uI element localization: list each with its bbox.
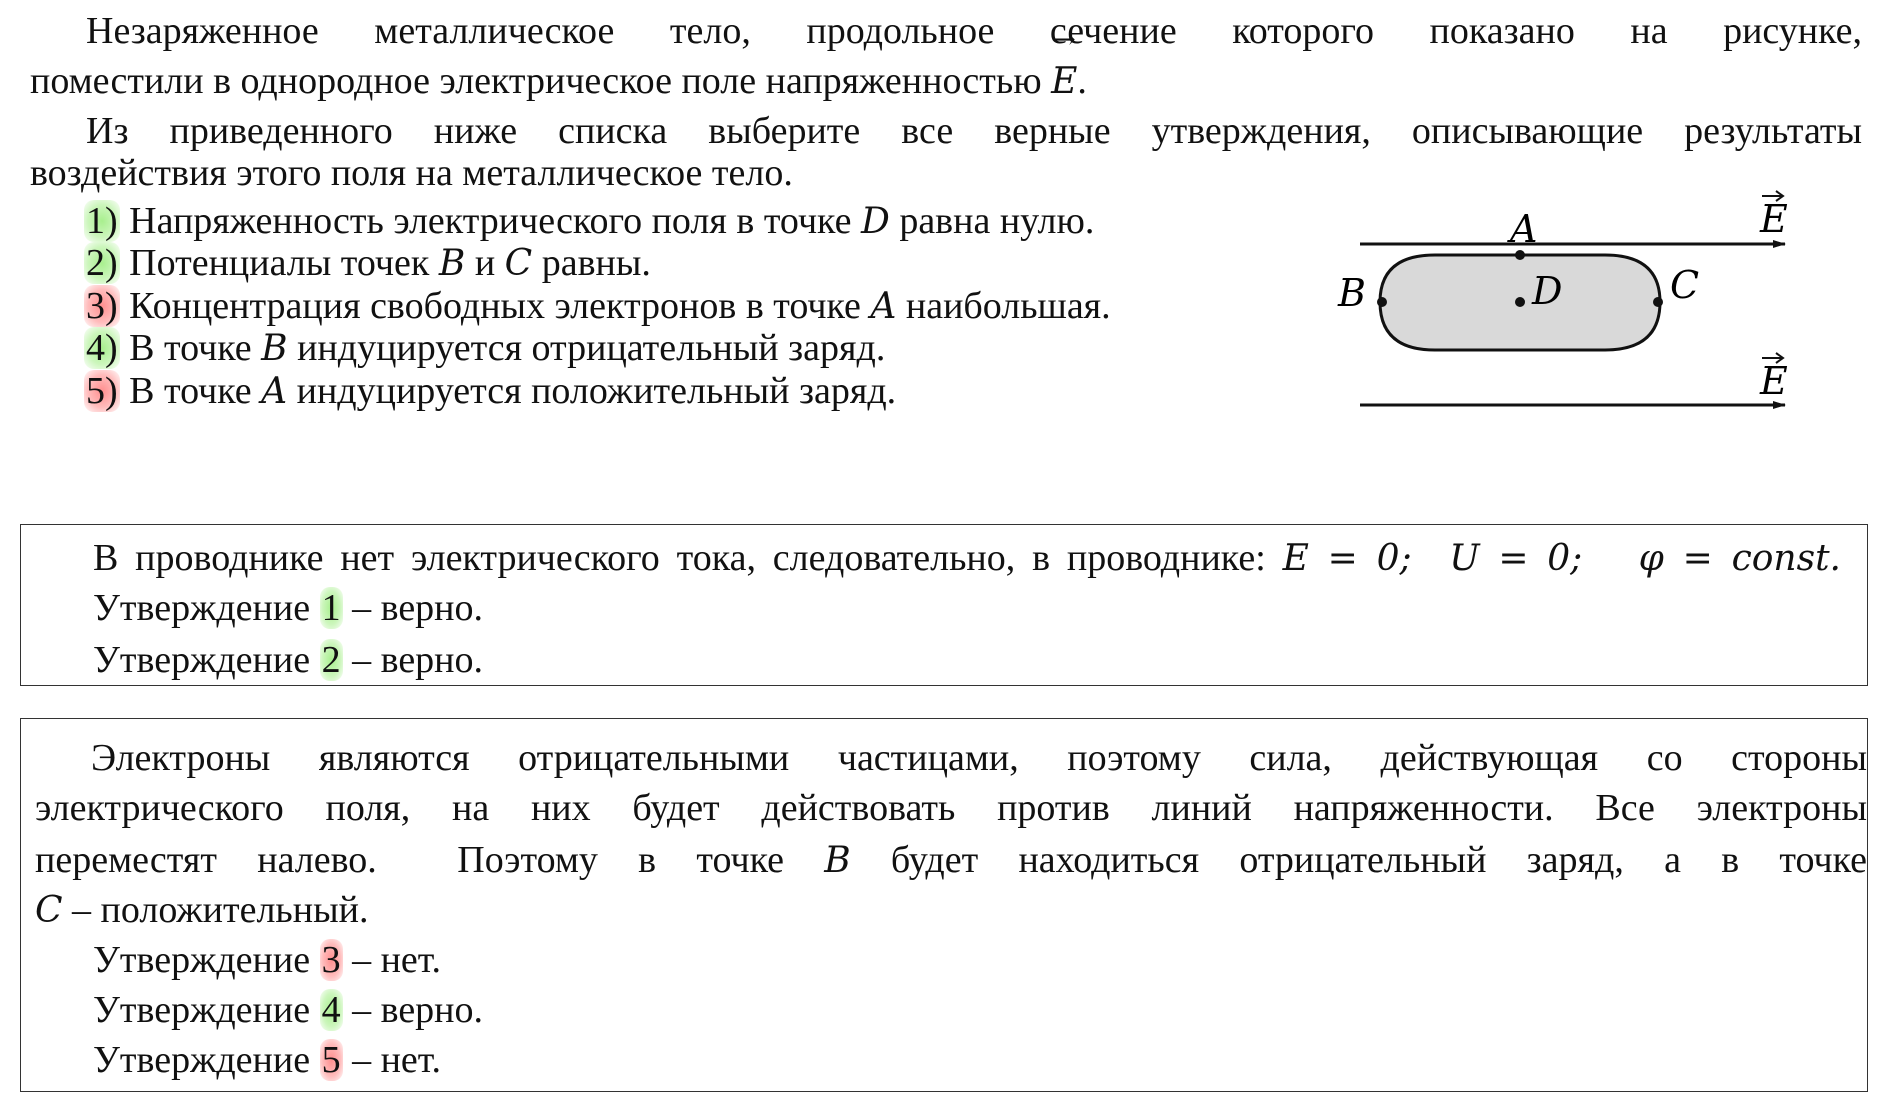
- point-a-label: A: [1510, 207, 1538, 251]
- option-2-number: 2): [86, 242, 118, 284]
- option-1-text-post: равна нулю.: [889, 200, 1095, 242]
- statement-4-prefix: Утверждение: [93, 989, 320, 1031]
- solution-box-2: [20, 718, 1868, 1092]
- option-4-text-pre: В точке: [129, 327, 262, 369]
- option-5: [84, 366, 896, 417]
- option-2-var-2: C: [504, 243, 533, 284]
- solution2-line-4: [35, 885, 1867, 936]
- statement-4-verdict: – верно.: [342, 989, 484, 1031]
- option-2-var-1: B: [438, 243, 466, 284]
- statement-1-prefix: Утверждение: [93, 587, 320, 629]
- intro-field-var: → E: [1051, 57, 1077, 107]
- point-d-label: D: [1532, 269, 1563, 313]
- statement-3-prefix: Утверждение: [93, 939, 320, 981]
- intro-end: .: [1077, 60, 1087, 102]
- intro-text-1: Незаряженное металлическое тело, продольное сечение которого показано на рисунке,: [86, 10, 1862, 52]
- statement-2-verdict: – верно.: [342, 639, 484, 681]
- task-text-2: воздействия этого поля на металлическое тело.: [30, 152, 793, 194]
- solution1-line-1: [93, 533, 1841, 584]
- point-b-dot: [1377, 297, 1387, 307]
- statement-5-prefix: Утверждение: [93, 1039, 320, 1081]
- statement-3-number: 3: [321, 939, 341, 981]
- option-5-text-post: индуцируется положительный заряд.: [287, 370, 897, 412]
- statement-1-verdict: – верно.: [342, 587, 484, 629]
- statement-5-verdict: – нет.: [342, 1039, 442, 1081]
- solution2-text-2: электрического поля, на них будет действовать против линий напряженности. Все электроны: [35, 787, 1867, 829]
- option-3-text-post: наибольшая.: [896, 285, 1111, 327]
- point-c-dot: [1653, 297, 1663, 307]
- option-4-text-post: индуцируется отрицательный заряд.: [287, 327, 886, 369]
- option-3-text-pre: Концентрация свободных электронов в точке: [129, 285, 871, 327]
- solution2-line-2: [35, 783, 1867, 833]
- intro-line-1: [30, 6, 1862, 56]
- intro-line-2: [30, 56, 1862, 107]
- field-label-top: E: [1760, 197, 1788, 241]
- solution2-statement-3: [93, 935, 441, 985]
- intro-text-2: поместили в однородное электрическое поле напряженностью: [30, 60, 1042, 102]
- solution1-text: В проводнике нет электрического тока, следовательно, в проводнике:: [93, 537, 1266, 579]
- option-2-text-pre: Потенциалы точек: [129, 242, 439, 284]
- solution1-formula: E = 0; U = 0; φ = const.: [1282, 538, 1841, 579]
- option-3-var: A: [870, 286, 897, 327]
- statement-2-number: 2: [321, 639, 341, 681]
- solution2-var-c: C: [35, 890, 63, 931]
- option-4-var: B: [261, 328, 288, 369]
- point-c-label: C: [1670, 263, 1700, 307]
- statement-5-number: 5: [321, 1039, 341, 1081]
- option-1-text-pre: Напряженность электрического поля в точке: [129, 200, 861, 242]
- solution2-text-3-pre: переместят налево. Поэтому в точке: [35, 839, 825, 881]
- solution1-statement-1: [93, 583, 483, 633]
- solution1-statement-2: [93, 635, 483, 685]
- option-4-number: 4): [86, 327, 118, 369]
- option-2-text-mid: и: [465, 242, 505, 284]
- option-5-number: 5): [86, 370, 118, 412]
- solution2-text-1: Электроны являются отрицательными частицами, поэтому сила, действующая со стороны: [91, 737, 1867, 779]
- option-1-var: D: [860, 201, 890, 242]
- field-label-bottom: E: [1760, 359, 1788, 403]
- solution2-text-3-post: будет находиться отрицательный заряд, а в точке: [850, 839, 1867, 881]
- option-5-text-pre: В точке: [129, 370, 262, 412]
- solution2-line-3: [35, 835, 1867, 886]
- point-b-label: B: [1338, 271, 1366, 315]
- option-1-number: 1): [86, 200, 118, 242]
- solution2-statement-4: [93, 985, 483, 1035]
- solution2-text-4: – положительный.: [62, 889, 369, 931]
- point-a-dot: [1515, 250, 1525, 260]
- option-5-var: A: [261, 371, 288, 412]
- conductor-figure: [1320, 180, 1840, 500]
- statement-1-number: 1: [321, 587, 341, 629]
- solution2-var-b: B: [824, 840, 851, 881]
- statement-4-number: 4: [321, 989, 341, 1031]
- solution2-line-1: [35, 733, 1867, 783]
- point-d-dot: [1515, 297, 1525, 307]
- statement-2-prefix: Утверждение: [93, 639, 320, 681]
- task-text-1: Из приведенного ниже списка выберите все верные утверждения, описывающие результаты: [86, 110, 1862, 152]
- solution-box-1: [20, 524, 1868, 686]
- option-3-number: 3): [86, 285, 118, 327]
- solution2-statement-5: [93, 1035, 441, 1085]
- option-2-text-post: равны.: [532, 242, 651, 284]
- statement-3-verdict: – нет.: [342, 939, 442, 981]
